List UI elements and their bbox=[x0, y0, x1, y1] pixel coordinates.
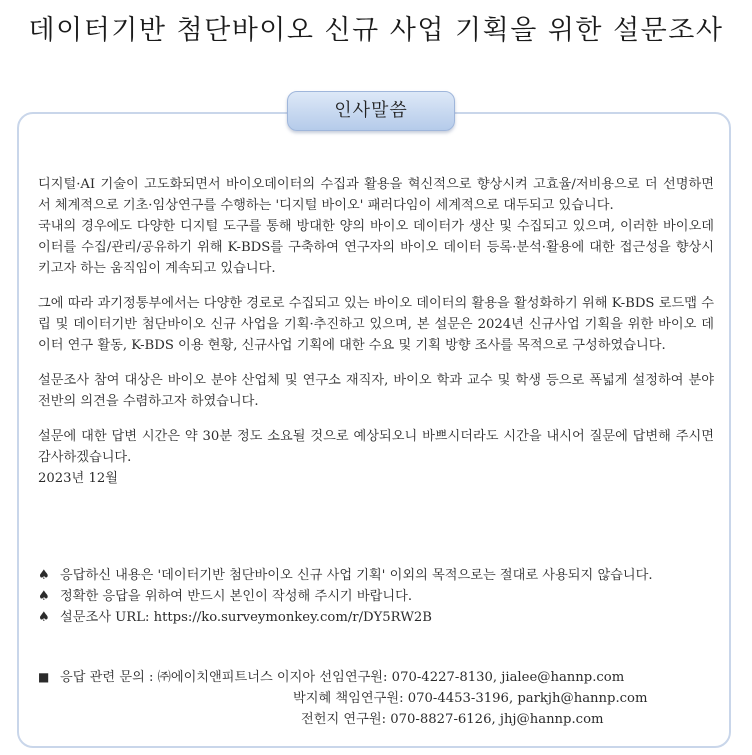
paragraph-time: 설문에 대한 답변 시간은 약 30분 정도 소요될 것으로 예상되오니 바쁘시더라도 시간을 내시어 질문에 답변해 주시면 감사하겠습니다. bbox=[38, 429, 714, 465]
survey-date: 2023년 12월 bbox=[38, 471, 119, 486]
notice-item bbox=[38, 586, 728, 607]
contact-secondary: 박지혜 책임연구원: 070-4453-3196, parkjh@hannp.com bbox=[293, 691, 648, 706]
contact-row bbox=[38, 688, 728, 709]
paragraph-purpose: 그에 따라 과기정통부에서는 다양한 경로로 수집되고 있는 바이오 데이터의 활용을 활성화하기 위해 K-BDS 로드맵 수립 및 데이터기반 첨단바이오 신규 사업을 기획·추진하고 있으며, 본 설문은 2024년 신규사업 기획을 위한 바이오 데이터 연구 활동, K-BDS 이용 현황, 신규사업 기획에 대한 수요 및 기획 방향 조사를 목적으로 구성하였습니다. bbox=[38, 296, 714, 353]
paragraph-intro: 디지털·AI 기술이 고도화되면서 바이오데이터의 수집과 활용을 혁신적으로 향상시켜 고효율/저비용으로 더 선명하면서 체계적으로 기초·임상연구를 수행하는 '디지털 바이오' 패러다임이 세계적으로 대두되고 있습니다. bbox=[38, 177, 714, 213]
greeting-body bbox=[38, 174, 714, 489]
contact-tertiary: 전헌지 연구원: 070-8827-6126, jhj@hannp.com bbox=[301, 712, 604, 727]
contact-primary: 응답 관련 문의 : ㈜에이치앤피트너스 이지아 선임연구원: 070-4227-8130, jialee@hannp.com bbox=[60, 670, 625, 685]
notice-list bbox=[38, 565, 728, 628]
greeting-banner: 인사말씀 bbox=[287, 91, 455, 131]
spade-icon: ♠ bbox=[38, 589, 50, 604]
paragraph-target: 설문조사 참여 대상은 바이오 분야 산업체 및 연구소 재직자, 바이오 학과 교수 및 학생 등으로 폭넓게 설정하여 분야 전반의 의견을 수렴하고자 하였습니다. bbox=[38, 373, 714, 409]
survey-url[interactable]: 설문조사 URL: https://ko.surveymonkey.com/r/DY5RW2B bbox=[60, 610, 432, 625]
spade-icon: ♠ bbox=[38, 610, 50, 625]
contact-row bbox=[38, 709, 728, 730]
square-bullet-icon: ■ bbox=[38, 670, 50, 684]
notice-text: 정확한 응답을 위하여 반드시 본인이 작성해 주시기 바랍니다. bbox=[60, 589, 413, 604]
notice-text: 응답하신 내용은 '데이터기반 첨단바이오 신규 사업 기획' 이외의 목적으로는 절대로 사용되지 않습니다. bbox=[60, 568, 653, 583]
notice-item bbox=[38, 607, 728, 628]
contact-row bbox=[38, 667, 728, 688]
spade-icon: ♠ bbox=[38, 568, 50, 583]
paragraph-domestic: 국내의 경우에도 다양한 디지털 도구를 통해 방대한 양의 바이오 데이터가 생산 및 수집되고 있으며, 이러한 바이오데이터를 수집/관리/공유하기 위해 K-BDS를 구축하여 연구자의 바이오 데이터 등록·분석·활용에 대한 접근성을 향상시키고자 하는 움직임이 계속되고 있습니다. bbox=[38, 219, 714, 276]
survey-title: 데이터기반 첨단바이오 신규 사업 기획을 위한 설문조사 bbox=[28, 15, 724, 46]
notice-item bbox=[38, 565, 728, 586]
contact-info bbox=[38, 667, 728, 730]
